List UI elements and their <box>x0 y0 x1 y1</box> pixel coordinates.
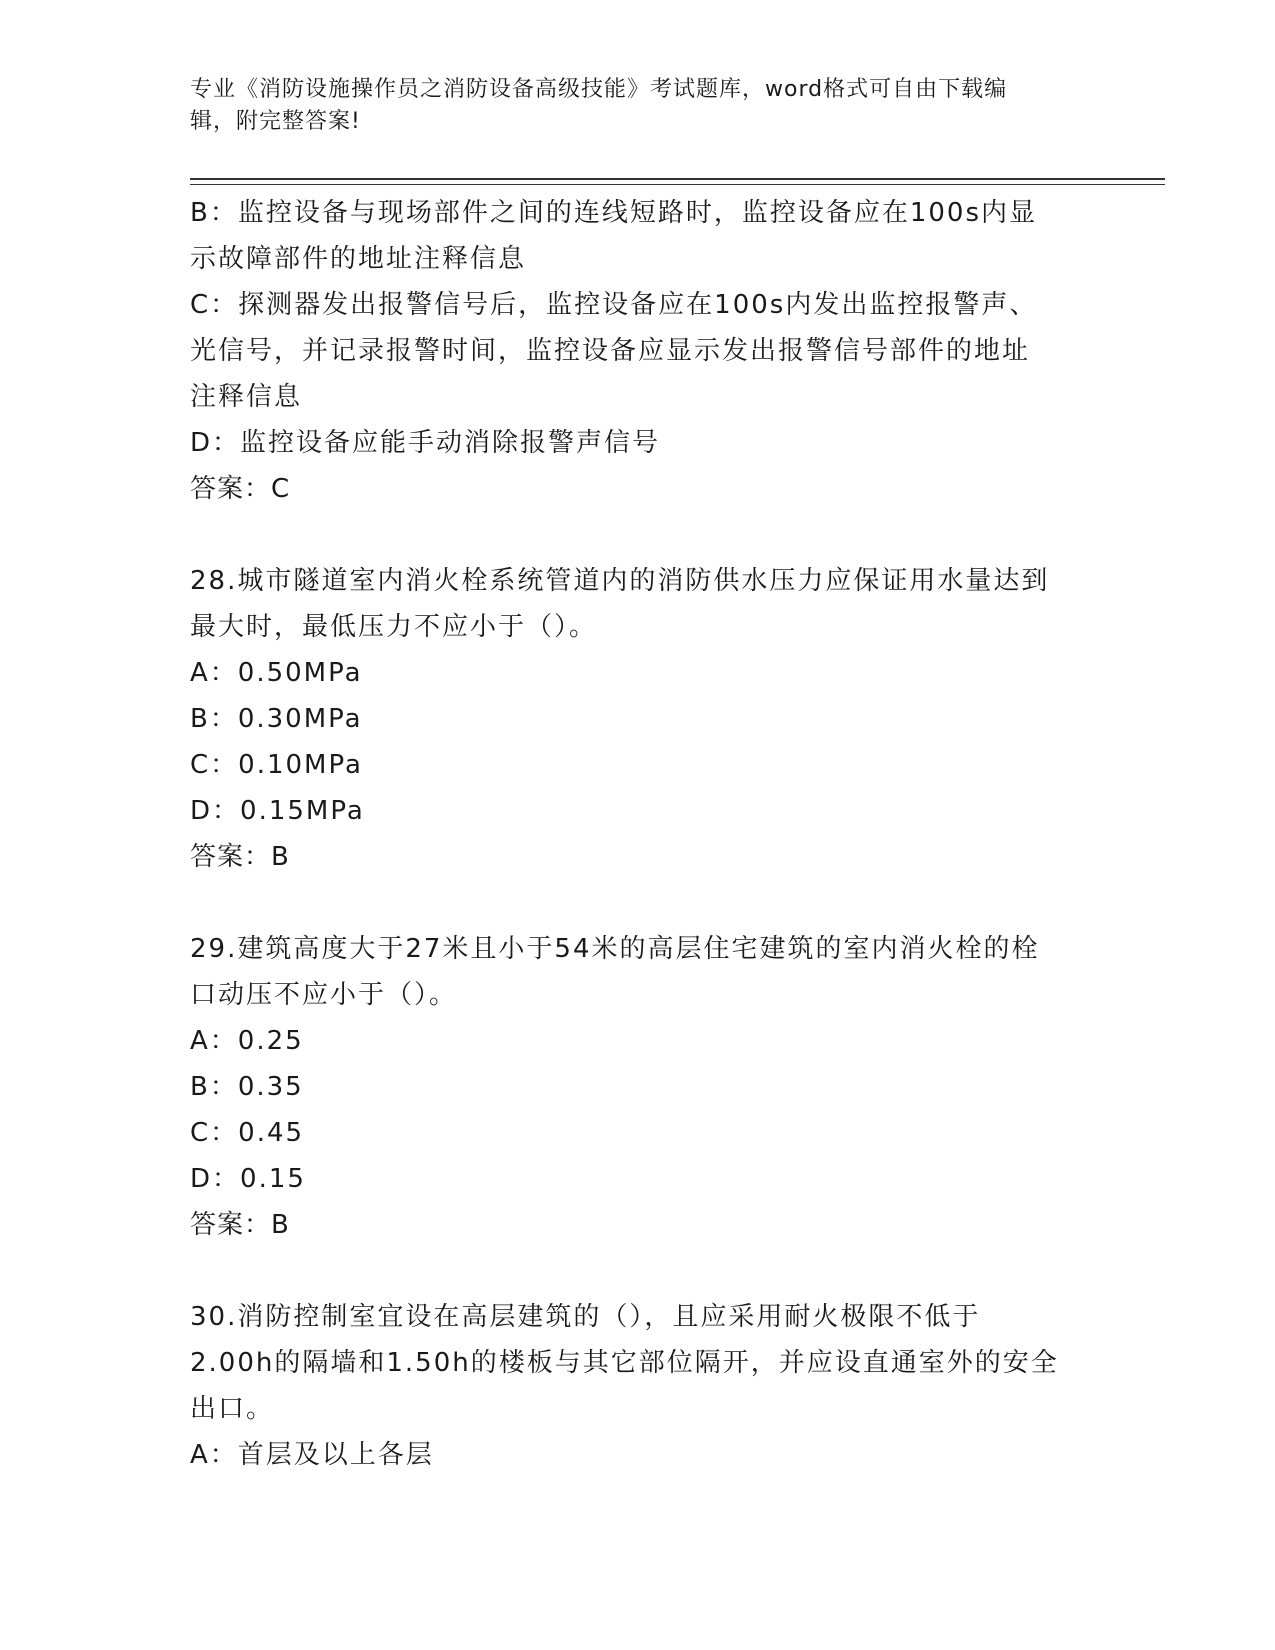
question-stem-line: 2.00h的隔墙和1.50h的楼板与其它部位隔开，并应设直通室外的安全 <box>190 1348 1059 1378</box>
question-stem-line: 最大时，最低压力不应小于（）。 <box>190 612 598 642</box>
option-d-line: D：监控设备应能手动消除报警声信号 <box>190 428 661 458</box>
question-stem-line: 29.建筑高度大于27米且小于54米的高层住宅建筑的室内消火栓的栓 <box>190 934 1040 964</box>
option-b-line: 示故障部件的地址注释信息 <box>190 244 527 274</box>
answer-line: 答案：C <box>190 474 291 504</box>
document-header <box>190 74 1070 138</box>
question-content <box>190 190 1090 1478</box>
option-a-line: A：首层及以上各层 <box>190 1440 434 1470</box>
answer-line: 答案：B <box>190 842 290 872</box>
block-spacer <box>190 880 1090 926</box>
option-b-line: B：监控设备与现场部件之间的连线短路时，监控设备应在100s内显 <box>190 198 1038 228</box>
option-b-line: B：0.35 <box>190 1072 304 1102</box>
option-b-line: B：0.30MPa <box>190 704 363 734</box>
option-c-line: C：0.45 <box>190 1118 305 1148</box>
option-c-line: C：探测器发出报警信号后，监控设备应在100s内发出监控报警声、 <box>190 290 1038 320</box>
option-c-line: 注释信息 <box>190 382 303 412</box>
header-divider-thick <box>190 178 1165 180</box>
question-block-27 <box>190 190 1090 512</box>
header-line: 辑，附完整答案! <box>190 109 361 134</box>
option-a-line: A：0.25 <box>190 1026 304 1056</box>
option-d-line: D：0.15MPa <box>190 796 365 826</box>
question-block-28 <box>190 558 1090 880</box>
block-spacer <box>190 1248 1090 1294</box>
question-stem-line: 口动压不应小于（）。 <box>190 980 458 1010</box>
option-a-line: A：0.50MPa <box>190 658 363 688</box>
header-divider-thin <box>190 184 1165 185</box>
question-stem-line: 出口。 <box>190 1394 275 1424</box>
header-line: 专业《消防设施操作员之消防设备高级技能》考试题库，word格式可自由下载编 <box>190 77 1008 102</box>
question-block-29 <box>190 926 1090 1248</box>
option-c-line: C：0.10MPa <box>190 750 363 780</box>
option-c-line: 光信号，并记录报警时间，监控设备应显示发出报警信号部件的地址 <box>190 336 1031 366</box>
block-spacer <box>190 512 1090 558</box>
question-stem-line: 30.消防控制室宜设在高层建筑的（），且应采用耐火极限不低于 <box>190 1302 981 1332</box>
answer-line: 答案：B <box>190 1210 290 1240</box>
question-stem-line: 28.城市隧道室内消火栓系统管道内的消防供水压力应保证用水量达到 <box>190 566 1050 596</box>
question-block-30 <box>190 1294 1090 1478</box>
option-d-line: D：0.15 <box>190 1164 306 1194</box>
